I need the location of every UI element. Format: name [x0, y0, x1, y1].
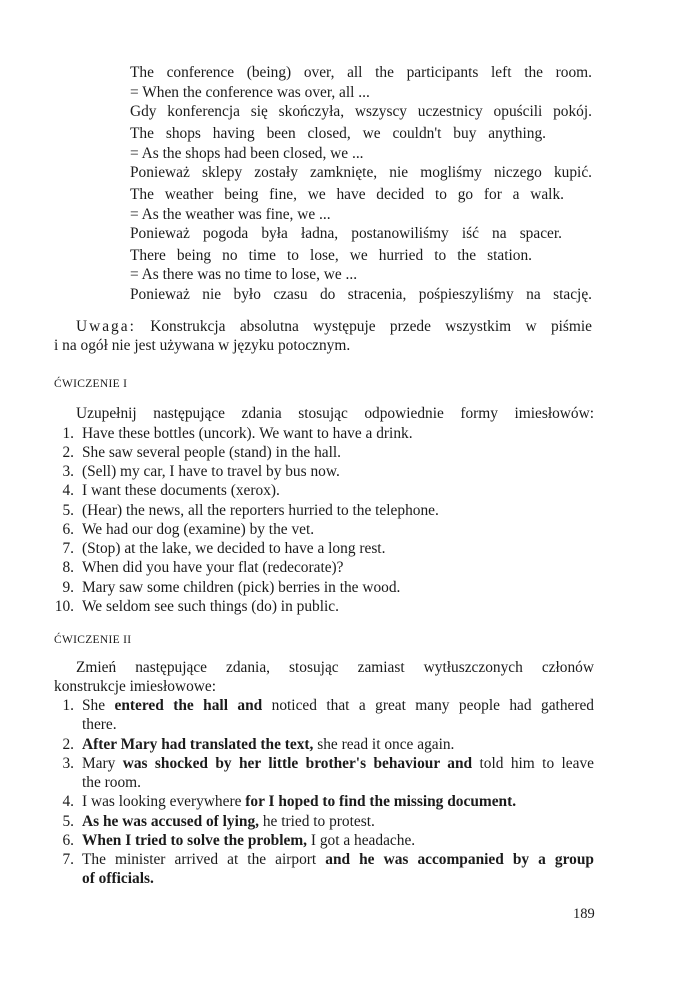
example-3-polish: Ponieważ pogoda była ładna, postanowiliśmy iść na spacer.: [130, 225, 562, 242]
ex2-item-text: Mary was shocked by her little brother's behaviour and told him to leave: [82, 755, 594, 772]
ex2-item-text: The minister arrived at the airport and he was accompanied by a group: [82, 851, 594, 868]
ex1-item-text: (Hear) the news, all the reporters hurried to the telephone.: [82, 502, 439, 519]
ex2-item-text: She entered the hall and noticed that a great many people had gathered: [82, 697, 594, 714]
bold-phrase: for I hoped to find the missing document.: [245, 793, 517, 810]
ex1-item-number: 2.: [62, 444, 74, 461]
example-2-equivalent: = As the shops had been closed, we ...: [130, 145, 364, 162]
ex1-item-number: 5.: [62, 502, 74, 519]
ex2-item-number: 5.: [62, 813, 74, 830]
note-line-1: Uwaga: Konstrukcja absolutna występuje przede wszystkim w piśmie: [76, 318, 592, 335]
exercise-2-heading: ĆWICZENIE II: [54, 634, 132, 646]
ex1-item-number: 9.: [62, 579, 74, 596]
ex1-item-number: 10.: [54, 598, 74, 615]
ex1-item-number: 1.: [62, 425, 74, 442]
ex2-item-text: I was looking everywhere for I hoped to find the missing document.: [82, 793, 517, 810]
example-2-english: The shops having been closed, we couldn't buy anything.: [130, 125, 546, 142]
example-2-polish: Ponieważ sklepy zostały zamknięte, nie mogliśmy niczego kupić.: [130, 164, 592, 181]
exercise-1-heading: ĆWICZENIE I: [54, 378, 128, 390]
ex2-item-continuation: there.: [82, 716, 117, 733]
ex1-item-text: Mary saw some children (pick) berries in the wood.: [82, 579, 401, 596]
example-4-equivalent: = As there was no time to lose, we ...: [130, 266, 358, 283]
bold-phrase: and he was accompanied by a group: [325, 851, 594, 868]
ex1-item-text: Have these bottles (uncork). We want to have a drink.: [82, 425, 413, 442]
exercise-1-instruction: Uzupełnij następujące zdania stosując odpowiednie formy imiesłowów:: [76, 405, 594, 422]
bold-phrase: After Mary had translated the text,: [82, 736, 314, 753]
ex1-item-text: We seldom see such things (do) in public.: [82, 598, 339, 615]
example-4-polish: Ponieważ nie było czasu do stracenia, pośpieszyliśmy na stację.: [130, 286, 592, 303]
page-number: 189: [573, 906, 595, 922]
ex1-item-text: When did you have your flat (redecorate)?: [82, 559, 344, 576]
bold-phrase: As he was accused of lying,: [82, 813, 259, 830]
ex1-item-number: 3.: [62, 463, 74, 480]
ex2-item-number: 2.: [62, 736, 74, 753]
example-3-english: The weather being fine, we have decided to go for a walk.: [130, 186, 564, 203]
ex2-item-number: 7.: [62, 851, 74, 868]
ex1-item-text: She saw several people (stand) in the hall.: [82, 444, 341, 461]
bold-phrase: was shocked by her little brother's behaviour and: [122, 755, 473, 772]
ex2-item-number: 6.: [62, 832, 74, 849]
ex2-item-text: After Mary had translated the text, she read it once again.: [82, 736, 455, 753]
ex2-item-continuation: the room.: [82, 774, 141, 791]
example-3-equivalent: = As the weather was fine, we ...: [130, 206, 331, 223]
ex2-item-text: When I tried to solve the problem, I got a headache.: [82, 832, 416, 849]
ex1-item-number: 4.: [62, 482, 74, 499]
note-label: Uwaga:: [76, 318, 136, 335]
bold-phrase: When I tried to solve the problem,: [82, 832, 308, 849]
ex1-item-text: (Stop) at the lake, we decided to have a long rest.: [82, 540, 386, 557]
ex1-item-number: 8.: [62, 559, 74, 576]
ex1-item-text: (Sell) my car, I have to travel by bus now.: [82, 463, 340, 480]
ex2-item-text: As he was accused of lying, he tried to protest.: [82, 813, 375, 830]
ex2-item-number: 3.: [62, 755, 74, 772]
ex1-item-number: 6.: [62, 521, 74, 538]
example-1-polish: Gdy konferencja się skończyła, wszyscy uczestnicy opuścili pokój.: [130, 103, 592, 120]
ex2-item-continuation: [82, 869, 154, 888]
ex2-item-number: 1.: [62, 697, 74, 714]
ex1-item-text: We had our dog (examine) by the vet.: [82, 521, 315, 538]
bold-phrase: of officials.: [82, 870, 154, 887]
example-1-english: The conference (being) over, all the participants left the room.: [130, 64, 592, 81]
ex2-item-number: 4.: [62, 793, 74, 810]
exercise-2-instruction-line-1: Zmień następujące zdania, stosując zamiast wytłuszczonych członów: [76, 659, 594, 676]
example-4-english: There being no time to lose, we hurried to the station.: [130, 247, 532, 264]
exercise-2-instruction-line-2: konstrukcje imiesłowowe:: [54, 678, 216, 695]
note-line-2: i na ogół nie jest używana w języku potocznym.: [54, 337, 351, 354]
bold-phrase: entered the hall and: [114, 697, 263, 714]
example-1-equivalent: = When the conference was over, all ...: [130, 84, 370, 101]
ex1-item-number: 7.: [62, 540, 74, 557]
ex1-item-text: I want these documents (xerox).: [82, 482, 280, 499]
